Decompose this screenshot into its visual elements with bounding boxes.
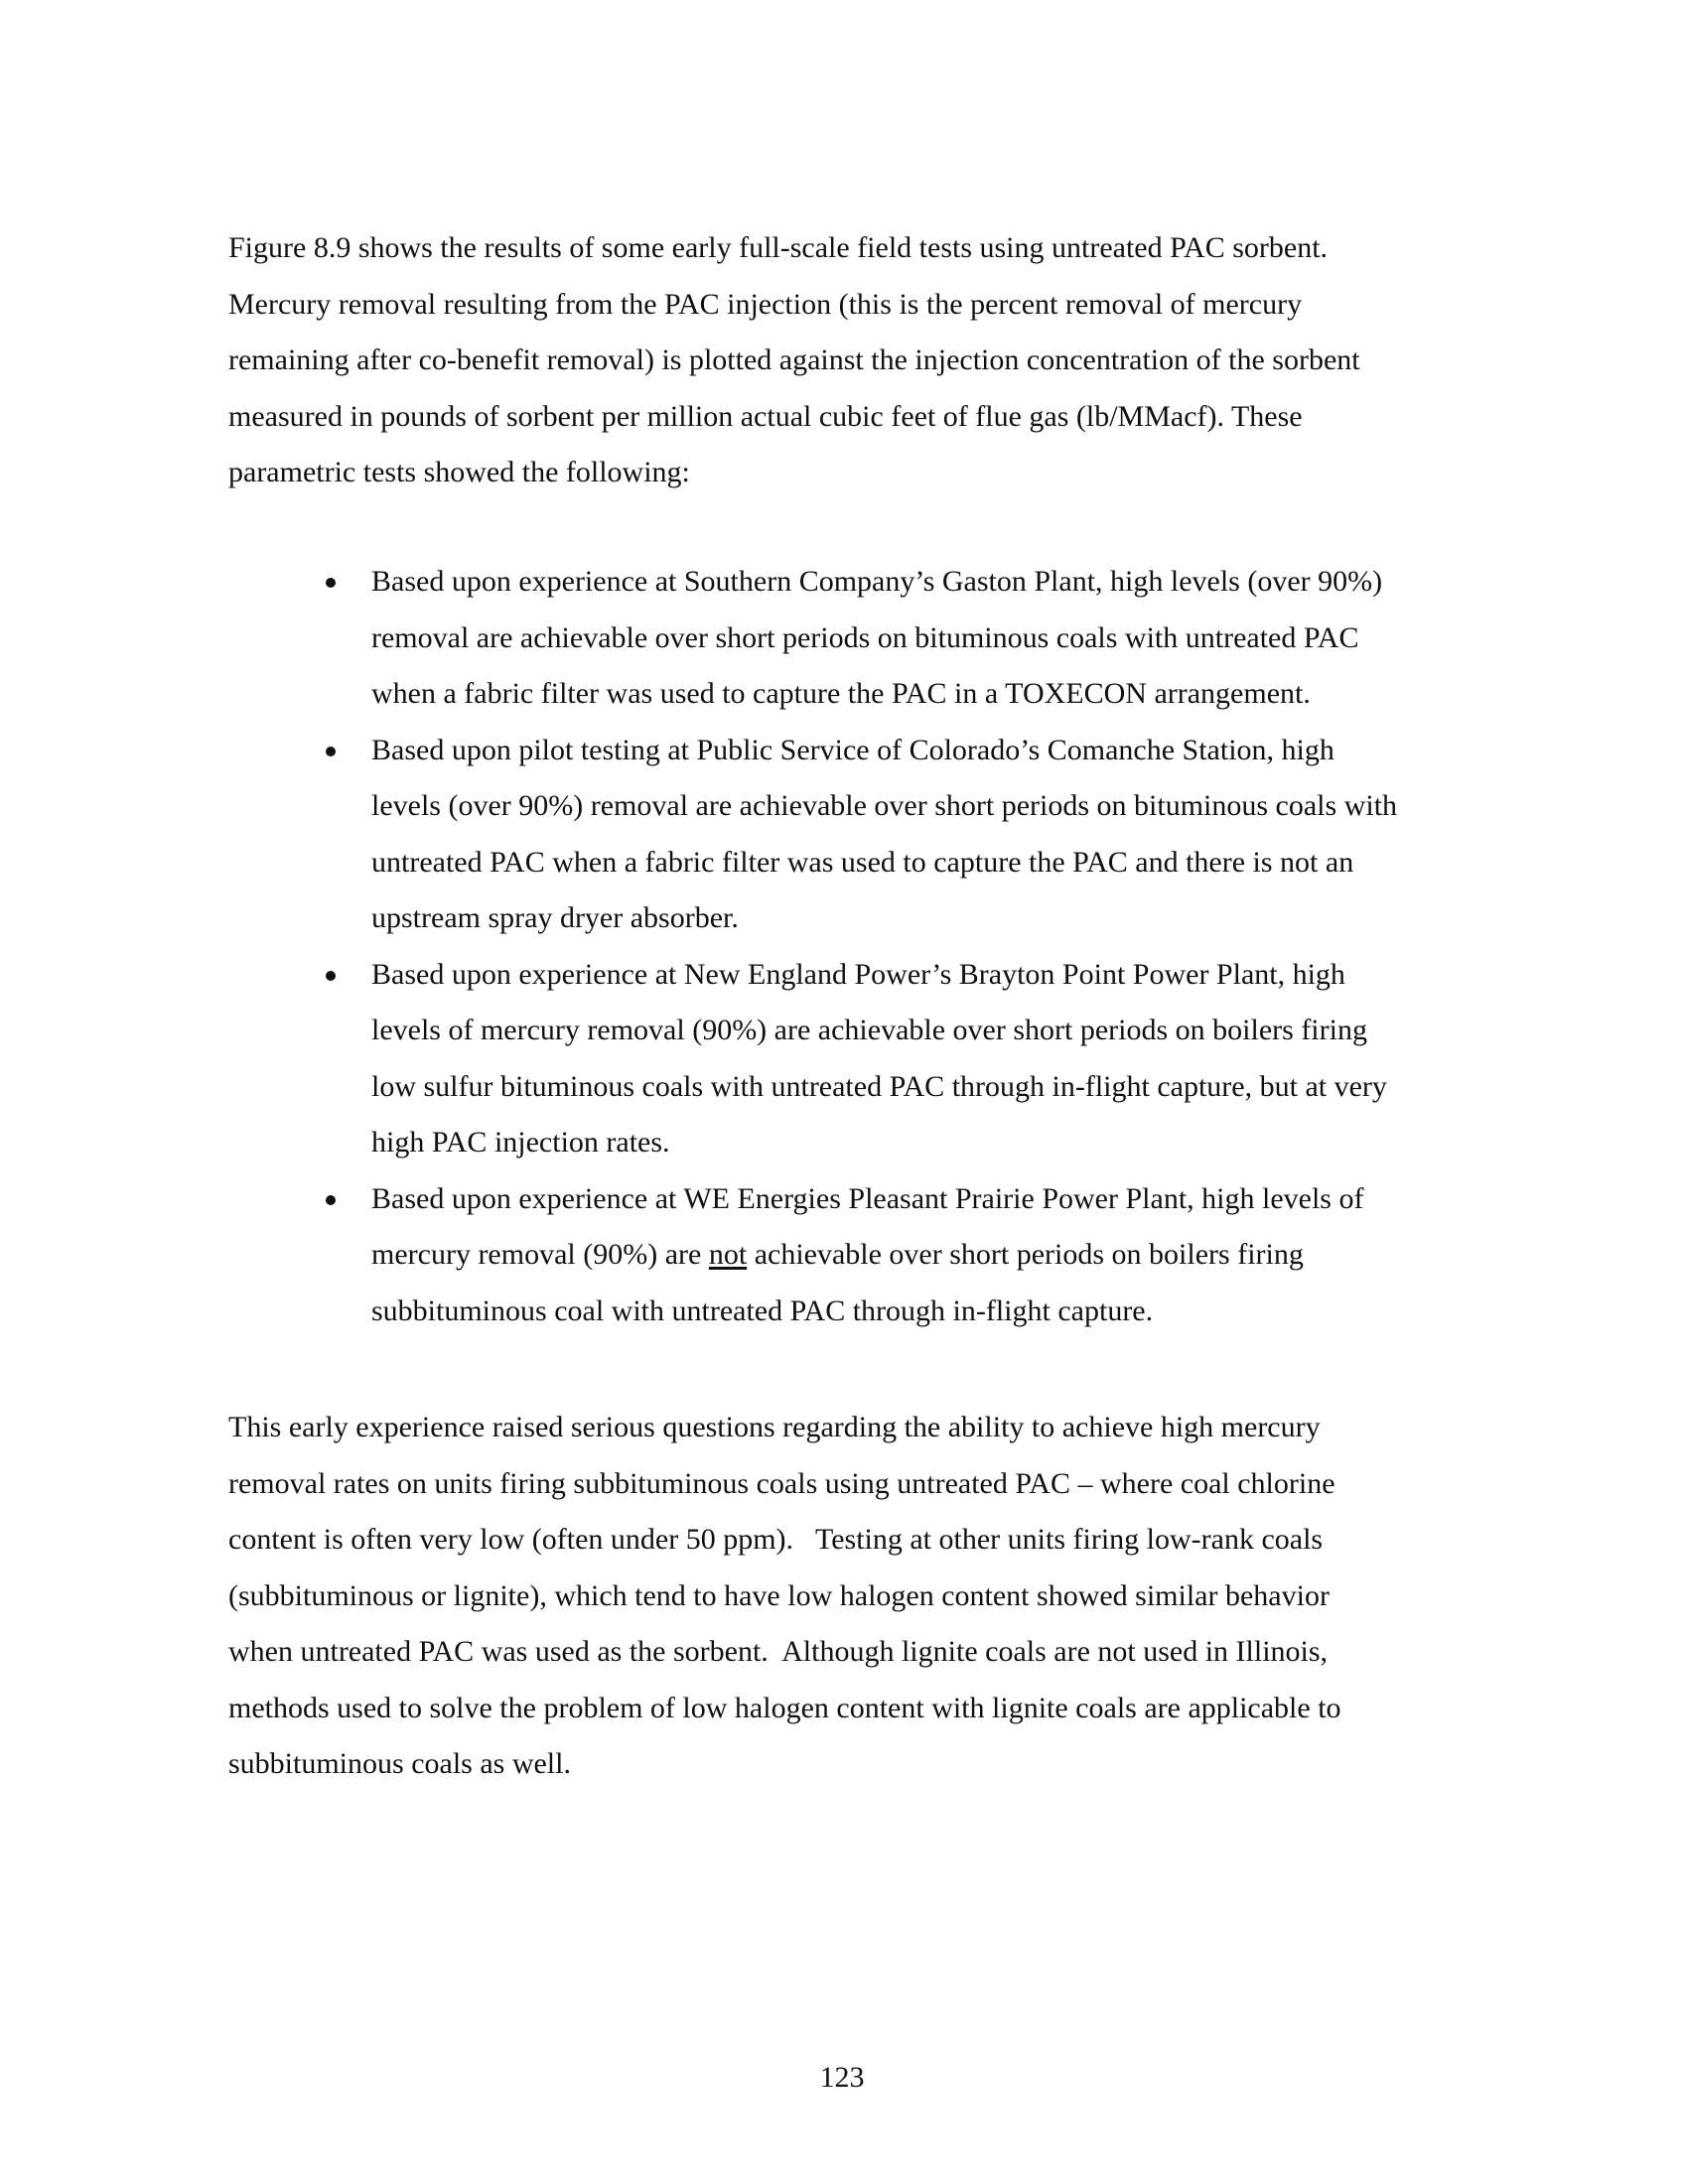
bullet-item-brayton-point: [320, 947, 1551, 1171]
text-line: Based upon experience at WE Energies Pleasant Prairie Power Plant, high levels of: [371, 1181, 1364, 1215]
bullet-icon: [326, 578, 336, 588]
text-line: when a fabric filter was used to capture the PAC in a TOXECON arrangement.: [371, 677, 1311, 710]
bullet-item-gaston: [320, 554, 1551, 723]
text-line: parametric tests showed the following:: [228, 456, 690, 488]
bullet-icon: [326, 971, 336, 981]
text-line: measured in pounds of sorbent per million actual cubic feet of flue gas (lb/MMacf). These: [228, 399, 1303, 433]
text-line: Based upon pilot testing at Public Service of Colorado’s Comanche Station, high: [371, 733, 1334, 766]
text-line: Mercury removal resulting from the PAC injection (this is the percent removal of mercury: [228, 287, 1303, 321]
text-line: levels (over 90%) removal are achievable over short periods on bituminous coals with: [371, 789, 1398, 822]
text-line: content is often very low (often under 50 ppm). Testing at other units firing low-rank coals: [228, 1523, 1324, 1556]
bullet-item-comanche: [320, 723, 1551, 947]
bullet-item-pleasant-prairie: [320, 1171, 1551, 1340]
text-line: This early experience raised serious questions regarding the ability to achieve high mercury: [228, 1411, 1321, 1443]
text-line: levels of mercury removal (90%) are achievable over short periods on boilers firing: [371, 1014, 1367, 1046]
page-number: 123: [819, 2061, 865, 2094]
text-line: Figure 8.9 shows the results of some early full-scale field tests using untreated PAC sorbent.: [228, 231, 1329, 264]
text-line: (subbituminous or lignite), which tend to have low halogen content showed similar behavior: [228, 1578, 1330, 1612]
findings-bullet-list: [320, 554, 1551, 1339]
text-line: untreated PAC when a fabric filter was used to capture the PAC and there is not an: [371, 845, 1354, 879]
text-line: [371, 1227, 1551, 1284]
text-line: upstream spray dryer absorber.: [371, 901, 739, 934]
text-fragment: mercury removal (90%) are: [371, 1238, 709, 1271]
text-line: remaining after co-benefit removal) is plotted against the injection concentration of the sorbent: [228, 343, 1360, 376]
text-line: Based upon experience at New England Power’s Brayton Point Power Plant, high: [371, 957, 1345, 991]
text-fragment: achievable over short periods on boilers firing: [747, 1238, 1304, 1271]
text-line: methods used to solve the problem of low halogen content with lignite coals are applicable to: [228, 1691, 1341, 1724]
closing-paragraph: [228, 1400, 1519, 1793]
bullet-icon: [326, 747, 336, 756]
text-line: removal are achievable over short periods on bituminous coals with untreated PAC: [371, 620, 1359, 654]
intro-paragraph: [228, 220, 1519, 501]
text-line: when untreated PAC was used as the sorbent. Although lignite coals are not used in Illinois,: [228, 1635, 1329, 1668]
text-line: low sulfur bituminous coals with untreated PAC through in-flight capture, but at very: [371, 1069, 1387, 1103]
text-line: subbituminous coals as well.: [228, 1747, 571, 1780]
underlined-emphasis: not: [708, 1238, 748, 1271]
text-line: high PAC injection rates.: [371, 1126, 670, 1159]
text-line: Based upon experience at Southern Company’s Gaston Plant, high levels (over 90%): [371, 565, 1383, 598]
text-line: removal rates on units firing subbituminous coals using untreated PAC – where coal chlorine: [228, 1466, 1335, 1500]
text-line: subbituminous coal with untreated PAC through in-flight capture.: [371, 1294, 1154, 1327]
bullet-icon: [326, 1195, 336, 1205]
